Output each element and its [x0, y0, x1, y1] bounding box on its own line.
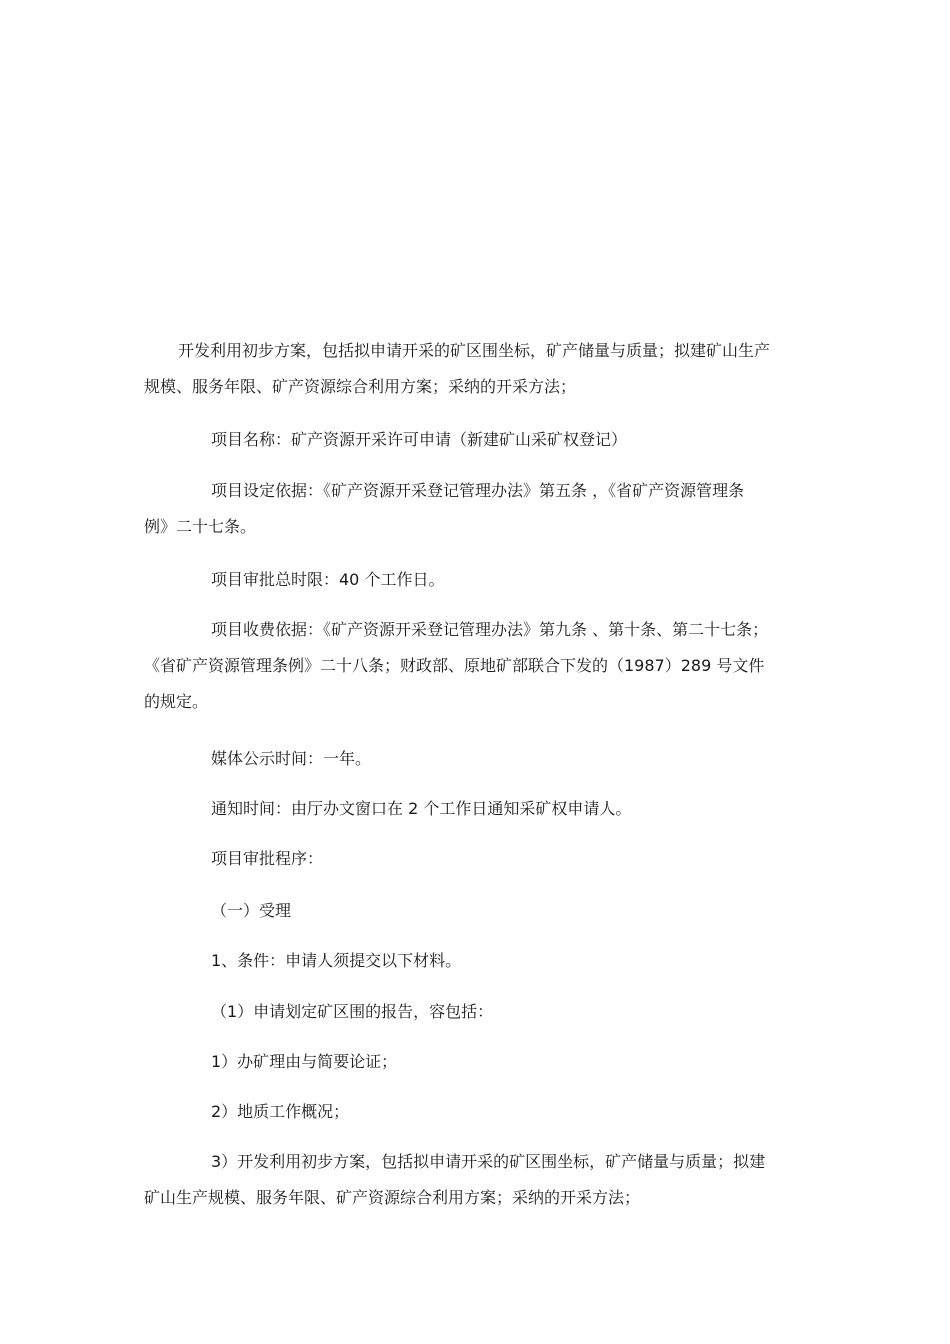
text-line: 例》二十七条。 — [144, 517, 257, 536]
text-line: 项目收费依据：《矿产资源开采登记管理办法》第九条 、第十条、第二十七条； — [211, 620, 769, 639]
text-line: 3）开发利用初步方案，包括拟申请开采的矿区围坐标，矿产储量与质量；拟建 — [211, 1152, 766, 1171]
text-line: 项目设定依据：《矿产资源开采登记管理办法》第五条 ，《省矿产资源管理条 — [211, 481, 745, 500]
text-line: 规模、服务年限、矿产资源综合利用方案；采纳的开采方法； — [144, 377, 577, 396]
paragraph-project-name: 项目名称：矿产资源开采许可申请（新建矿山采矿权登记） — [211, 430, 628, 449]
list-item-plan — [144, 1144, 804, 1216]
text-line: 的规定。 — [144, 692, 209, 711]
paragraph-report: （1）申请划定矿区围的报告，容包括： — [211, 1002, 494, 1021]
paragraph-time-limit: 项目审批总时限：40 个工作日。 — [211, 570, 445, 589]
paragraph-notice: 通知时间：由厅办文窗口在 2 个工作日通知采矿权申请人。 — [211, 799, 632, 818]
list-item-reason: 1）办矿理由与简要论证； — [211, 1052, 398, 1071]
text-line: 开发利用初步方案，包括拟申请开采的矿区围坐标，矿产储量与质量；拟建矿山生产 — [178, 341, 771, 360]
paragraph-legal-basis — [144, 473, 804, 545]
heading-acceptance: （一）受理 — [211, 901, 292, 920]
paragraph-fee-basis — [144, 612, 804, 720]
paragraph-development-plan — [144, 333, 804, 405]
paragraph-conditions: 1、条件：申请人须提交以下材料。 — [211, 951, 462, 970]
list-item-geology: 2）地质工作概况； — [211, 1102, 350, 1121]
text-line: 《省矿产资源管理条例》二十八条；财政部、原地矿部联合下发的（1987）289 号文件 — [144, 656, 765, 675]
text-line: 矿山生产规模、服务年限、矿产资源综合利用方案；采纳的开采方法； — [144, 1188, 641, 1207]
paragraph-publicity: 媒体公示时间：一年。 — [211, 749, 372, 768]
paragraph-procedure: 项目审批程序： — [211, 849, 324, 868]
